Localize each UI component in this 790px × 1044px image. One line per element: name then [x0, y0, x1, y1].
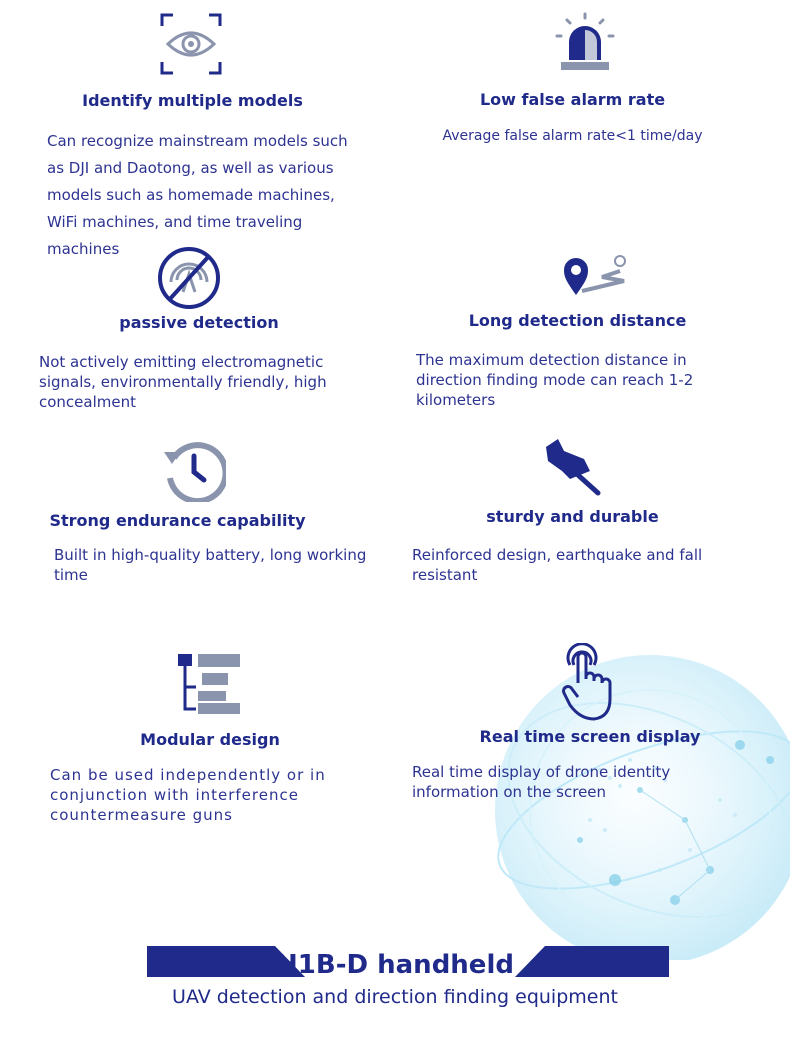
- feature-desc-modular: Can be used independently or in conjunction with interference countermeasure guns: [50, 766, 326, 824]
- no-signal-icon: [157, 246, 221, 310]
- feature-title-passive-detection: passive detection: [119, 313, 279, 332]
- pushpin-icon: [540, 435, 602, 497]
- feature-title-endurance: Strong endurance capability: [49, 511, 306, 530]
- feature-title-screen-display: Real time screen display: [479, 727, 701, 746]
- feature-desc-sturdy: Reinforced design, earthquake and fall resistant: [412, 546, 703, 584]
- feature-title-modular: Modular design: [140, 730, 280, 749]
- feature-desc-long-distance: The maximum detection distance in direction finding mode can reach 1-2 kilometers: [416, 351, 694, 409]
- location-route-icon: [562, 253, 628, 299]
- product-subtitle: UAV detection and direction finding equipment: [172, 986, 618, 1008]
- feature-desc-endurance: Built in high-quality battery, long working time: [54, 546, 367, 584]
- modular-list-icon: [176, 651, 242, 715]
- feature-title-false-alarm: Low false alarm rate: [479, 90, 666, 109]
- alarm-light-icon: [553, 12, 617, 72]
- product-name: H1B-D handheld: [276, 950, 514, 980]
- feature-desc-false-alarm: Average false alarm rate<1 time/day: [442, 128, 703, 144]
- eye-scan-icon: [160, 12, 222, 76]
- feature-desc-passive-detection: Not actively emitting electromagnetic signals, environmentally friendly, high concealment: [39, 353, 327, 411]
- feature-title-long-distance: Long detection distance: [468, 311, 687, 330]
- feature-desc-screen-display: Real time display of drone identity information on the screen: [412, 763, 671, 801]
- feature-title-sturdy: sturdy and durable: [486, 507, 659, 526]
- feature-title-identify-models: Identify multiple models: [82, 91, 303, 110]
- clock-history-icon: [160, 438, 226, 502]
- touch-hand-icon: [558, 643, 620, 723]
- feature-desc-identify-models: Can recognize mainstream models such as DJI and Daotong, as well as various models such as homemade machines, WiFi machines, and time traveling machines: [47, 132, 348, 258]
